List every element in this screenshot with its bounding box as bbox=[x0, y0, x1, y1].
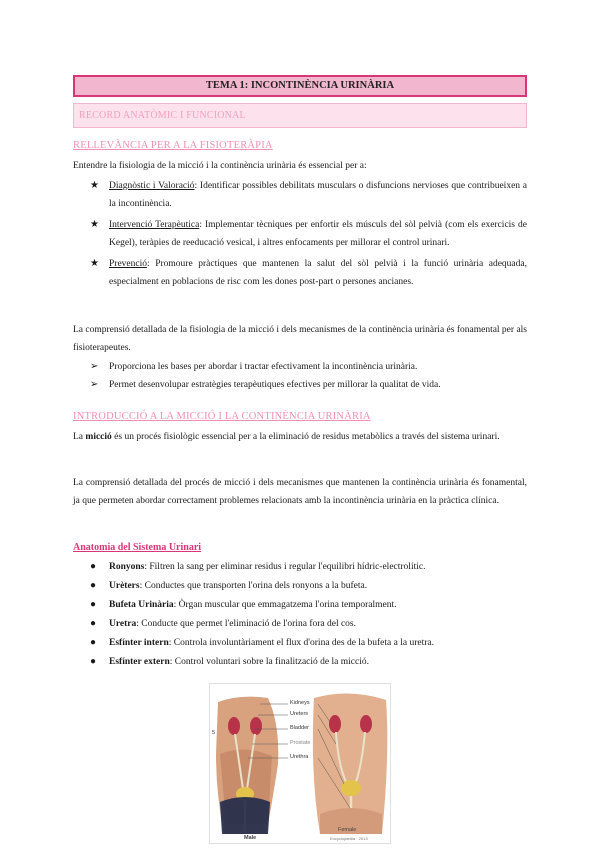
paragraph-text: La bbox=[73, 432, 86, 442]
figure-label: Ureters bbox=[290, 711, 309, 717]
arrow-list bbox=[73, 358, 527, 394]
list-item-term: Esfínter intern bbox=[109, 638, 169, 648]
list-item-term: Prevenció bbox=[109, 259, 147, 269]
list-item bbox=[73, 615, 527, 633]
paragraph-bold-term: micció bbox=[85, 432, 112, 442]
list-item bbox=[73, 216, 527, 252]
figure-label: Kidneys bbox=[290, 700, 310, 706]
paragraph-text: és un procés fisiològic essencial per a la eliminació de residus metabòlics a través del sistema urinari. bbox=[111, 432, 500, 442]
list-item bbox=[73, 177, 527, 213]
star-icon: ★ bbox=[90, 219, 99, 230]
bullet-icon: ● bbox=[90, 599, 97, 610]
anatomy-list bbox=[73, 558, 527, 671]
figure-caption-female: Female bbox=[338, 827, 357, 833]
list-item-term: Intervenció Terapèutica bbox=[109, 220, 200, 230]
list-item-text: : Implementar tècniques per enfortir els músculs del sòl pelvià (com els exercicis de Kegel), teràpies de reeducació vesical, i altres enfocaments per millorar el control urinari. bbox=[109, 220, 528, 248]
figure-label: Bladder bbox=[290, 725, 309, 731]
list-item-term: Diagnòstic i Valoració bbox=[109, 181, 195, 191]
figure-caption-male: Male bbox=[244, 835, 257, 841]
figure-label: Prostate bbox=[290, 740, 311, 746]
list-item-text: : Promoure pràctiques que mantenen la salut del sòl pelvià i la funció urinària adequada, especialment en poblacions de risc com les dones post-part o persones ancianes. bbox=[109, 259, 527, 287]
list-item bbox=[73, 596, 527, 614]
list-item bbox=[73, 358, 527, 376]
list-item-text: : Filtren la sang per eliminar residus i regular l'equilibri hídric-electrolític. bbox=[144, 562, 426, 572]
bullet-icon: ● bbox=[90, 618, 97, 629]
section1-paragraph: La comprensió detallada de la fisiologia de la micció i dels mecanismes de la continència urinària és fonamental per als fisioterapeutes. bbox=[73, 325, 527, 353]
bullet-icon: ● bbox=[90, 656, 97, 667]
section-heading-relevance: RELLEVÀNCIA PER A LA FISIOTERÀPIA bbox=[73, 140, 273, 151]
arrow-icon: ➢ bbox=[90, 361, 99, 372]
list-item-term: Urèters bbox=[109, 581, 140, 591]
document-title: TEMA 1: INCONTINÈNCIA URINÀRIA bbox=[73, 75, 527, 97]
urinary-system-illustration bbox=[210, 684, 391, 844]
figure-number: 5 bbox=[212, 730, 216, 736]
relevance-list bbox=[73, 177, 527, 291]
star-icon: ★ bbox=[90, 258, 99, 269]
list-item bbox=[73, 653, 527, 671]
figure-label: Urethra bbox=[290, 754, 309, 760]
list-item-text: Proporciona les bases per abordar i tractar efectivament la incontinència urinària. bbox=[109, 362, 418, 372]
list-item bbox=[73, 376, 527, 394]
star-icon: ★ bbox=[90, 180, 99, 191]
arrow-icon: ➢ bbox=[90, 379, 99, 390]
list-item-text: : Control voluntari sobre la finalització de la micció. bbox=[169, 657, 369, 667]
section-heading-introduction: INTRODUCCIÓ A LA MICCIÓ I LA CONTINÈNCIA URINÀRIA bbox=[73, 411, 371, 422]
bullet-icon: ● bbox=[90, 637, 97, 648]
list-item-text: Permet desenvolupar estratègies terapèutiques efectives per millorar la qualitat de vida. bbox=[109, 380, 441, 390]
section2-paragraph-1 bbox=[73, 428, 527, 446]
urinary-system-figure bbox=[209, 683, 391, 844]
list-item bbox=[73, 634, 527, 652]
list-item-text: : Òrgan muscular que emmagatzema l'orina temporalment. bbox=[173, 600, 397, 610]
list-item bbox=[73, 255, 527, 291]
section1-intro: Entendre la fisiologia de la micció i la continència urinària és essencial per a: bbox=[73, 161, 367, 171]
list-item-term: Esfínter extern bbox=[109, 657, 170, 667]
list-item-term: Ronyons bbox=[109, 562, 145, 572]
anatomy-heading: Anatomia del Sistema Urinari bbox=[73, 542, 202, 553]
bullet-icon: ● bbox=[90, 561, 97, 572]
list-item-text: : Conducte que permet l'eliminació de l'orina fora del cos. bbox=[136, 619, 357, 629]
list-item-term: Bufeta Urinària bbox=[109, 600, 174, 610]
list-item-text: : Conductes que transporten l'orina dels ronyons a la bufeta. bbox=[139, 581, 368, 591]
figure-credit: Encyclopædia · 2013 bbox=[330, 836, 368, 841]
bullet-icon: ● bbox=[90, 580, 97, 591]
document-subtitle: RECORD ANATÒMIC I FUNCIONAL bbox=[73, 103, 527, 128]
list-item bbox=[73, 558, 527, 576]
list-item bbox=[73, 577, 527, 595]
list-item-text: : Controla involuntàriament el flux d'orina des de la bufeta a la uretra. bbox=[168, 638, 434, 648]
list-item-text: : Identificar possibles debilitats musculars o disfuncions nervioses que contribueixen a la incontinència. bbox=[109, 181, 527, 209]
section2-paragraph-2: La comprensió detallada del procés de micció i dels mecanismes que mantenen la continència urinària és fonamental, ja que permeten abordar correctament problemes relacionats amb la incontinència urinària en la pràctica clínica. bbox=[73, 478, 527, 506]
list-item-term: Uretra bbox=[109, 619, 137, 629]
